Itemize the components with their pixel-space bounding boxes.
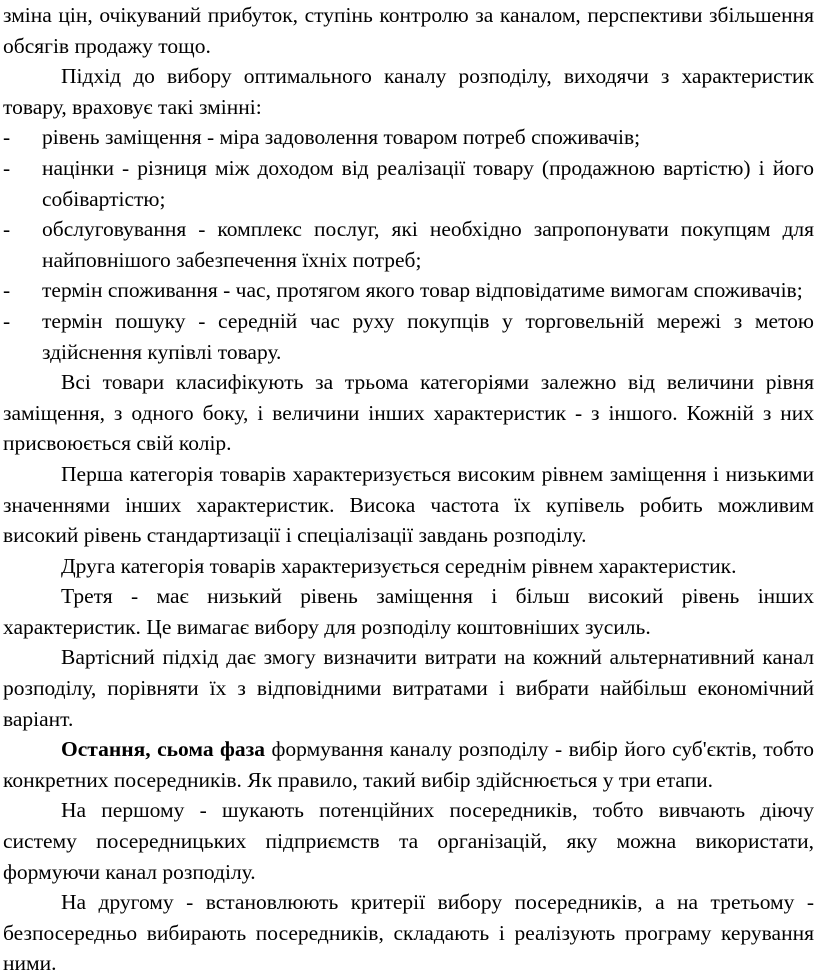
paragraph-approach: Підхід до вибору оптимального каналу розподілу, виходячи з характеристик товару, враховує такі змінні: (3, 64, 814, 119)
bullet-dash: - (3, 155, 11, 180)
paragraph-classification: Всі товари класифікують за трьома категоріями залежно від величини рівня заміщення, з одного боку, і величини інших характеристик - з іншого. Кожній з них присвоюється свій колір. (3, 370, 814, 456)
phase-heading-bold: Остання, сьома фаза (61, 737, 266, 762)
list-item (3, 122, 814, 153)
paragraph-continuation: зміна цін, очікуваний прибуток, ступінь контролю за каналом, перспективи збільшення обсягів продажу тощо. (3, 3, 814, 58)
list-item-text: термін пошуку - середній час руху покупців у торговельній мережі з метою здійснення купівлі товару. (42, 308, 814, 364)
bullet-dash: - (3, 217, 11, 242)
bullet-dash: - (3, 278, 11, 303)
bullet-dash: - (3, 125, 11, 150)
paragraph-first-category: Перша категорія товарів характеризується високим рівнем заміщення і низькими значеннями інших характеристик. Висока частота їх купівель робить можливим високий рівень стандартизації і спеціалізації завдань розподілу. (3, 461, 814, 548)
variables-list (3, 122, 814, 367)
list-item-text: термін споживання - час, протягом якого товар відповідатиме вимогам споживачів; (42, 278, 803, 303)
paragraph-stage-one: На першому - шукають потенційних посередників, тобто вивчають діючу систему посередницьких підприємств та організацій, яку можна використати, формуючи канал розподілу. (3, 798, 814, 884)
paragraph-second-category: Друга категорія товарів характеризується середнім рівнем характеристик. (61, 553, 737, 578)
paragraph-cost-approach: Вартісний підхід дає змогу визначити витрати на кожний альтернативний канал розподілу, порівняти їх з відповідними витратами і вибрати найбільш економічний варіант. (3, 645, 814, 731)
list-item-text: обслуговування - комплекс послуг, які необхідно запропонувати покупцям для найповнішого забезпечення їхніх потреб; (42, 217, 814, 272)
list-item-text: націнки - різниця між доходом від реалізації товару (продажною вартістю) і його собівартістю; (42, 155, 814, 211)
bullet-dash: - (3, 308, 11, 333)
phase-text: формування каналу розподілу - вибір його суб'єктів, тобто конкретних посередників. Як правило, такий вибір здійснюється у три етапи. (3, 737, 814, 792)
list-item (3, 153, 814, 214)
list-item-text: рівень заміщення - міра задоволення товаром потреб споживачів; (42, 125, 641, 150)
list-item (3, 275, 814, 306)
paragraph-seventh-phase (3, 734, 814, 795)
list-item (3, 214, 814, 275)
paragraph-third-category: Третя - має низький рівень заміщення і більш високий рівень інших характеристик. Це вимагає вибору для розподілу коштовніших зусиль. (3, 584, 814, 639)
list-item (3, 306, 814, 367)
paragraph-stage-two-three: На другому - встановлюють критерії вибору посередників, а на третьому - безпосередньо вибирають посередників, складають і реалізують програму керування ними. (3, 890, 814, 976)
